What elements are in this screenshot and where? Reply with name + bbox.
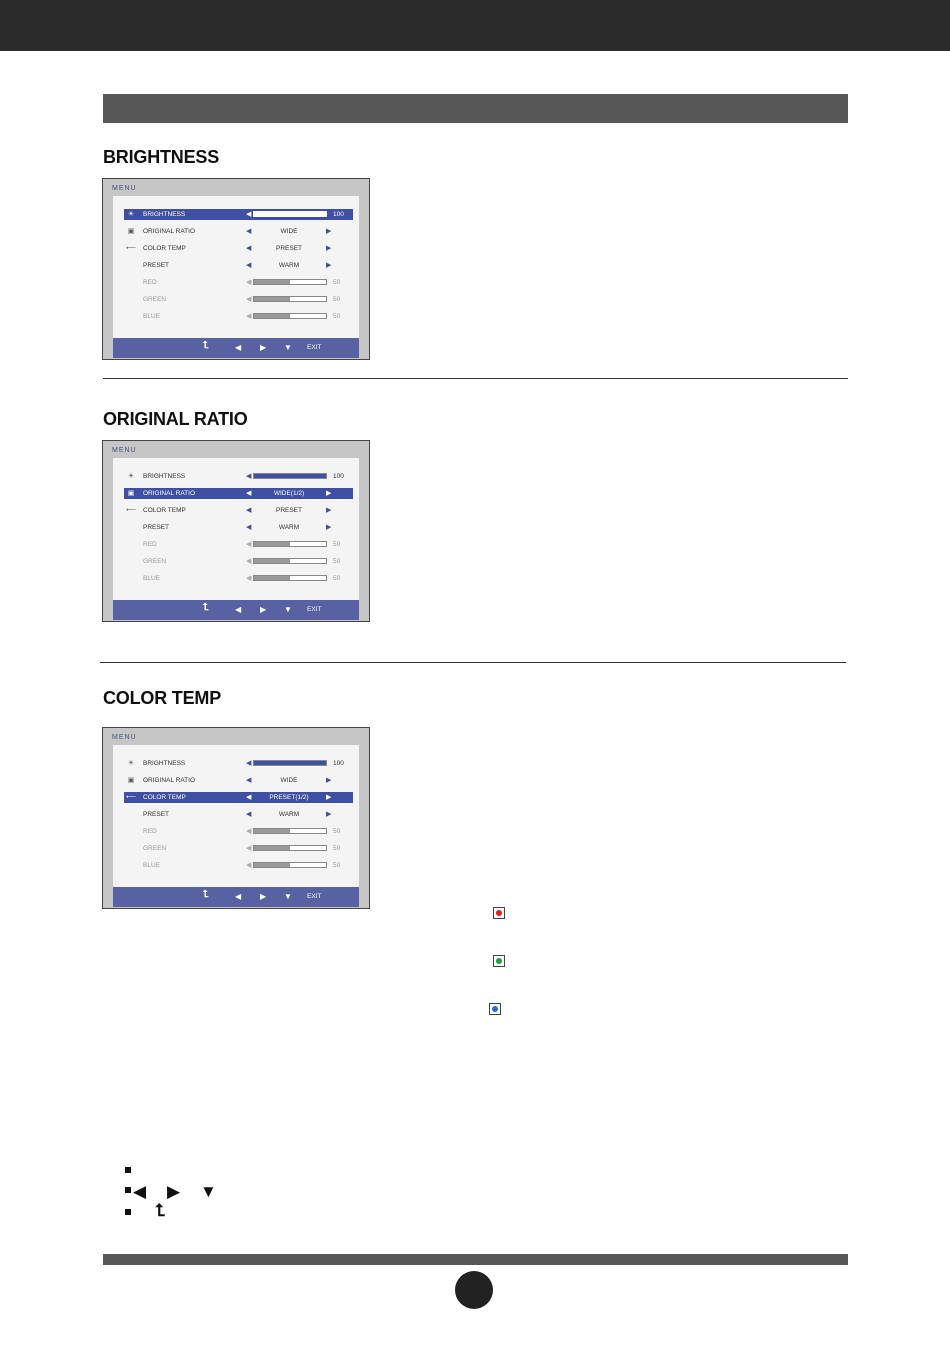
divider [103,378,848,379]
row-label: COLOR TEMP [143,507,186,514]
return-up-icon: ⮤ [155,1201,166,1220]
green-dot-icon [493,955,505,967]
left-arrow-icon: ◀ [246,279,252,286]
left-arrow-icon[interactable]: ◀ [246,507,252,514]
ratio-value: WIDE [280,228,298,235]
down-triangle-icon[interactable]: ▼ [284,892,292,901]
green-value: 50 [333,845,341,852]
row-label: GREEN [143,845,167,852]
row-label: COLOR TEMP [143,794,186,801]
right-triangle-icon[interactable]: ▶ [260,892,267,901]
osd-row-ratio[interactable] [124,775,353,786]
left-arrow-icon: ◀ [246,575,252,582]
green-dot [496,958,502,964]
slider-fill [254,559,290,563]
row-label: ORIGINAL RATIO [143,777,196,784]
green-value: 50 [333,558,341,565]
blue-value: 50 [333,862,341,869]
sun-icon: ☀ [127,211,135,218]
left-triangle-icon[interactable]: ◀ [235,892,242,901]
osd-row-colortemp[interactable] [124,243,353,254]
row-label: PRESET [143,811,170,818]
right-arrow-icon[interactable]: ▶ [326,490,332,497]
left-arrow-icon: ◀ [246,828,252,835]
brightness-heading: BRIGHTNESS [103,147,220,167]
osd-menu-colortemp [102,727,370,909]
osd-control-bar [113,338,359,358]
divider [100,662,846,663]
brightness-value: 100 [333,760,344,767]
red-dot-icon [493,907,505,919]
left-triangle-icon[interactable]: ◀ [235,605,242,614]
screen-icon: ▣ [127,777,135,784]
right-arrow-icon[interactable]: ▶ [326,811,332,818]
row-label: RED [143,828,157,835]
left-triangle-icon[interactable]: ◀ [235,343,242,352]
left-arrow-icon: ◀ [246,313,252,320]
preset-value: WARM [278,811,300,818]
down-triangle-icon[interactable]: ▼ [284,343,292,352]
down-triangle-icon[interactable]: ▼ [284,605,292,614]
brightness-slider[interactable] [253,211,327,217]
blue-dot-icon [489,1003,501,1015]
osd-menu-body [113,745,359,887]
row-label: ORIGINAL RATIO [143,490,196,497]
green-slider [253,558,327,564]
right-arrow-icon[interactable]: ▶ [326,794,332,801]
colortemp-value: PRESET [275,245,302,252]
brightness-value: 100 [333,473,344,480]
row-label: ORIGINAL RATIO [143,228,196,235]
blue-slider [253,862,327,868]
row-label: RED [143,279,157,286]
bullet-square [125,1209,131,1215]
osd-row-ratio[interactable] [124,488,353,499]
slider-fill [254,542,290,546]
ratio-heading: ORIGINAL RATIO [103,409,248,429]
left-arrow-icon[interactable]: ◀ [246,228,252,235]
blue-dot [492,1006,498,1012]
osd-menu-ratio [102,440,370,622]
row-label: BRIGHTNESS [143,473,186,480]
right-arrow-icon[interactable]: ▶ [326,524,332,531]
return-up-icon[interactable]: ⮤ [203,340,209,351]
slider-fill [254,474,326,478]
left-arrow-icon[interactable]: ◀ [246,760,252,767]
right-arrow-icon[interactable]: ▶ [326,262,332,269]
red-value: 50 [333,279,341,286]
colortemp-value: PRESET(1/2) [269,794,309,801]
blue-slider [253,313,327,319]
colortemp-value: PRESET [275,507,302,514]
slider-fill [254,212,326,216]
thermometer-icon: ⟵ [126,507,137,514]
osd-control-bar [113,887,359,907]
osd-row-preset[interactable] [124,260,353,271]
left-arrow-icon[interactable]: ◀ [246,473,252,480]
exit-button[interactable]: EXIT [307,344,322,351]
right-arrow-icon[interactable]: ▶ [326,507,332,514]
left-arrow-icon[interactable]: ◀ [246,245,252,252]
row-label: BLUE [143,575,160,582]
footer-bar [103,1254,848,1265]
blue-value: 50 [333,575,341,582]
slider-fill [254,297,290,301]
slider-fill [254,280,290,284]
left-arrow-icon: ◀ [246,862,252,869]
row-label: RED [143,541,157,548]
osd-row-colortemp[interactable] [124,505,353,516]
osd-row-colortemp[interactable] [124,792,353,803]
brightness-value: 100 [333,211,344,218]
left-triangle-icon: ◀ [133,1182,147,1201]
left-arrow-icon: ◀ [246,845,252,852]
right-triangle-icon: ▶ [167,1182,181,1201]
row-label: PRESET [143,262,170,269]
exit-button[interactable]: EXIT [307,606,322,613]
osd-row-preset[interactable] [124,522,353,533]
ratio-value: WIDE [280,777,298,784]
left-arrow-icon: ◀ [246,296,252,303]
red-slider [253,279,327,285]
slider-fill [254,829,290,833]
osd-row-green [124,294,353,305]
osd-row-brightness[interactable] [124,209,353,220]
left-arrow-icon[interactable]: ◀ [246,794,252,801]
red-dot [496,910,502,916]
blue-slider [253,575,327,581]
osd-row-preset[interactable] [124,809,353,820]
return-up-icon[interactable]: ⮤ [203,602,209,613]
row-label: BRIGHTNESS [143,760,186,767]
osd-menu-body [113,458,359,600]
slider-fill [254,846,290,850]
osd-menu-label: MENU [112,734,137,741]
right-arrow-icon[interactable]: ▶ [326,228,332,235]
green-slider [253,845,327,851]
left-arrow-icon[interactable]: ◀ [246,524,252,531]
right-arrow-icon[interactable]: ▶ [326,777,332,784]
slider-fill [254,863,290,867]
brightness-slider[interactable] [253,760,327,766]
sun-icon: ☀ [127,760,135,767]
ratio-value: WIDE(1/2) [273,490,305,497]
exit-button[interactable]: EXIT [307,893,322,900]
row-label: BRIGHTNESS [143,211,186,218]
osd-control-bar [113,600,359,620]
osd-row-blue [124,311,353,322]
red-value: 50 [333,828,341,835]
row-label: PRESET [143,524,170,531]
blue-value: 50 [333,313,341,320]
preset-value: WARM [278,524,300,531]
thermometer-icon: ⟵ [126,245,137,252]
bullet-square [125,1167,131,1173]
red-slider [253,828,327,834]
osd-row-green [124,556,353,567]
row-label: GREEN [143,296,167,303]
right-arrow-icon[interactable]: ▶ [326,245,332,252]
osd-row-red [124,826,353,837]
green-slider [253,296,327,302]
colortemp-heading: COLOR TEMP [103,688,221,708]
osd-menu-label: MENU [112,447,137,454]
osd-row-brightness[interactable] [124,471,353,482]
page-number-badge [455,1271,493,1309]
left-arrow-icon: ◀ [246,558,252,565]
row-label: BLUE [143,313,160,320]
red-slider [253,541,327,547]
left-arrow-icon[interactable]: ◀ [246,811,252,818]
left-arrow-icon[interactable]: ◀ [246,262,252,269]
osd-row-red [124,539,353,550]
row-label: GREEN [143,558,167,565]
osd-row-ratio[interactable] [124,226,353,237]
slider-fill [254,576,290,580]
screen-icon: ▣ [127,490,135,497]
green-value: 50 [333,296,341,303]
slider-fill [254,761,326,765]
osd-row-green [124,843,353,854]
thermometer-icon: ⟵ [126,794,137,801]
osd-row-blue [124,860,353,871]
right-arrow-icon[interactable]: ▶ [321,211,327,218]
osd-menu-body [113,196,359,338]
screen-icon: ▣ [127,228,135,235]
left-arrow-icon[interactable]: ◀ [246,777,252,784]
return-up-icon[interactable]: ⮤ [203,889,209,900]
row-label: COLOR TEMP [143,245,186,252]
osd-row-blue [124,573,353,584]
preset-value: WARM [278,262,300,269]
row-label: BLUE [143,862,160,869]
slider-fill [254,314,290,318]
osd-row-red [124,277,353,288]
osd-row-brightness[interactable] [124,758,353,769]
left-arrow-icon: ◀ [246,541,252,548]
red-value: 50 [333,541,341,548]
header-band [0,0,950,51]
down-triangle-icon: ▼ [200,1182,217,1201]
section-bar [103,94,848,123]
osd-menu-label: MENU [112,185,137,192]
bullet-square [125,1187,131,1193]
left-arrow-icon[interactable]: ◀ [246,490,252,497]
right-triangle-icon[interactable]: ▶ [260,605,267,614]
right-triangle-icon[interactable]: ▶ [260,343,267,352]
left-arrow-icon[interactable]: ◀ [246,211,252,218]
osd-menu-brightness [102,178,370,360]
brightness-slider[interactable] [253,473,327,479]
sun-icon: ☀ [127,473,135,480]
